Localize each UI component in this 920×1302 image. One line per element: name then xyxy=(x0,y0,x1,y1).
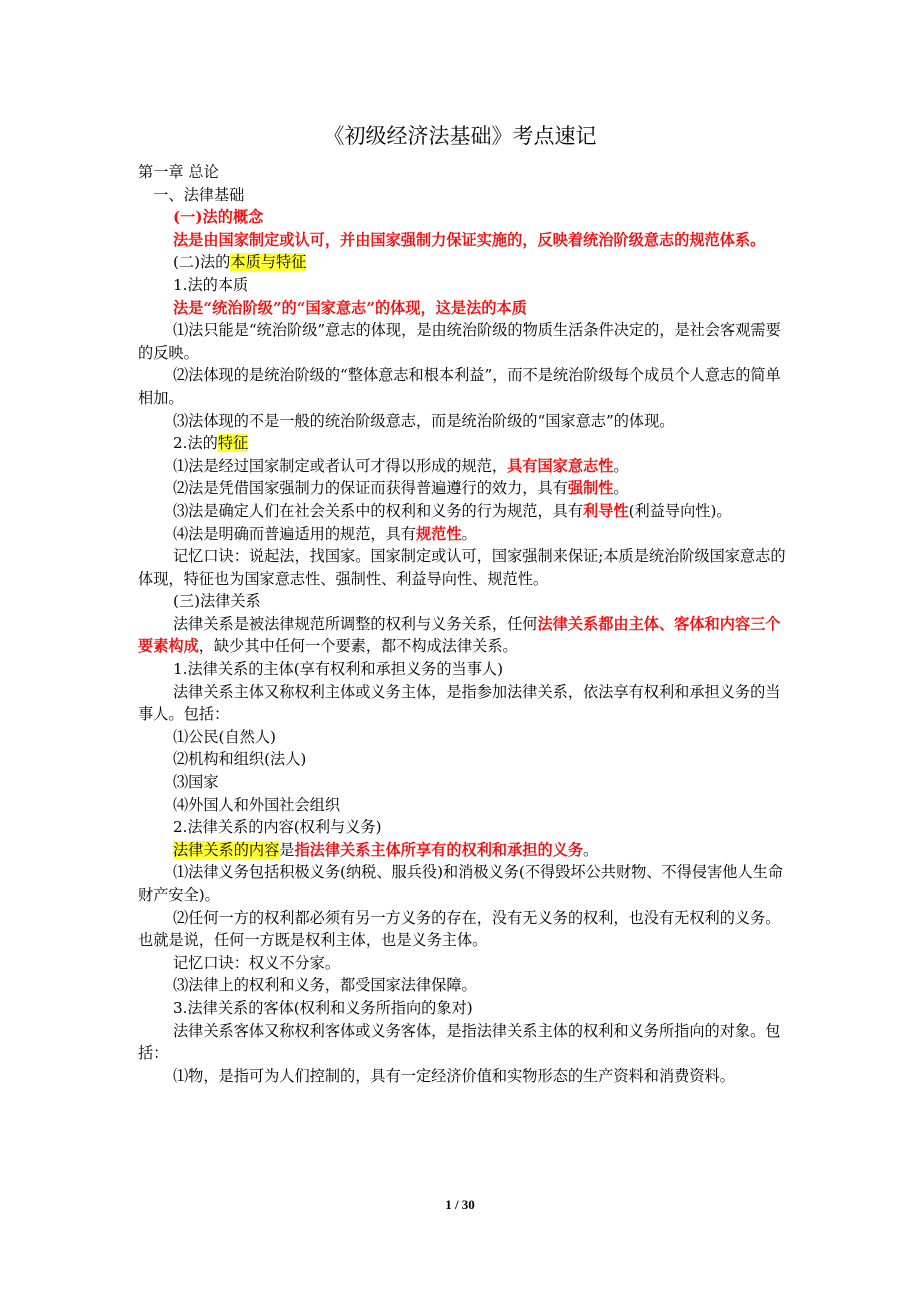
paragraph: 法律关系客体又称权利客体或义务客体，是指法律关系主体的权利和义务所指向的对象。包括： xyxy=(138,1021,781,1063)
text-run: (二)法的 xyxy=(172,253,231,272)
text-run: 法律关系是被法律规范所调整的权利与义务关系，任何 xyxy=(172,614,538,633)
paragraph: 法是“统治阶级”的“国家意志”的体现，这是法的本质 xyxy=(172,298,527,317)
list-item: ⑷外国人和外国社会组织 xyxy=(172,795,341,814)
paragraph xyxy=(138,477,790,500)
paragraph: ⑴法律义务包括积极义务(纳税、服兵役)和消极义务(不得毁坏公共财物、不得侵害他人生命财产安全)。 xyxy=(138,863,784,904)
paragraph: 法是由国家制定或认可，并由国家强制力保证实施的，反映着统治阶级意志的规范体系。 xyxy=(172,230,766,249)
subsection-heading: (一)法的概念 xyxy=(172,208,264,227)
paragraph xyxy=(138,523,790,546)
paragraph: ⑵法体现的是统治阶级的“整体意志和根本利益”，而不是统治阶级每个成员个人意志的简单相加。 xyxy=(138,366,781,407)
text-run: 。 xyxy=(461,524,477,543)
paragraph: ⑵任何一方的权利都必须有另一方义务的存在，没有无义务的权利，也没有无权利的义务。也就是说，任何一方既是权利主体，也是义务主体。 xyxy=(138,908,781,950)
subsection-heading: (三)法律关系 xyxy=(172,592,261,611)
paragraph: 法律关系主体又称权利主体或义务主体，是指参加法律关系，依法享有权利和承担义务的当事人。包括： xyxy=(138,682,781,724)
document-title: 《初级经济法基础》考点速记 xyxy=(323,124,597,148)
highlighted-text: 法律关系的内容 xyxy=(172,840,280,859)
highlighted-text: 特征 xyxy=(217,434,249,453)
text-run: ⑷法是明确而普遍适用的规范，具有 xyxy=(172,524,416,543)
item-heading: 2.法律关系的内容(权利与义务) xyxy=(172,818,382,837)
subsection-heading xyxy=(138,251,790,274)
text-run: 。 xyxy=(583,840,599,859)
page-number: 1 / 30 xyxy=(445,1197,475,1212)
item-heading xyxy=(138,432,790,455)
emphasis-text: 规范性 xyxy=(415,524,462,543)
mnemonic-paragraph: 记忆口诀：说起法，找国家。国家制定或认可，国家强制来保证;本质是统治阶级国家意志的体现，特征也为国家意志性、强制性、利益导向性、规范性。 xyxy=(138,547,786,588)
emphasis-text: 强制性 xyxy=(567,479,614,498)
paragraph: ⑶法律上的权利和义务，都受国家法律保障。 xyxy=(172,976,477,995)
list-item: ⑶国家 xyxy=(172,773,219,792)
document-body xyxy=(138,161,790,1087)
emphasis-text: 法律关系都由主体、客体和内容三个要素构成 xyxy=(138,614,781,656)
text-run: (利益导向性)。 xyxy=(628,501,732,520)
text-run: 2.法的 xyxy=(172,434,218,453)
list-item: ⑴公民(自然人) xyxy=(172,727,276,746)
item-heading: 3.法律关系的客体(权利和义务所指向的象对) xyxy=(172,998,473,1017)
chapter-heading: 第一章 总论 xyxy=(138,163,219,181)
paragraph xyxy=(138,839,790,862)
item-heading: 1.法的本质 xyxy=(172,275,249,294)
list-item: ⑴物，是指可为人们控制的，具有一定经济价值和实物形态的生产资料和消费资料。 xyxy=(172,1066,735,1085)
text-run: 。 xyxy=(613,456,629,475)
list-item: ⑵机构和组织(法人) xyxy=(172,750,307,769)
text-run: ，缺少其中任何一个要素，都不构成法律关系。 xyxy=(198,637,518,656)
paragraph: ⑴法只能是“统治阶级”意志的体现，是由统治阶级的物质生活条件决定的，是社会客观需要的反映。 xyxy=(138,321,781,362)
paragraph xyxy=(138,455,790,478)
text-run: ⑵法是凭借国家强制力的保证而获得普遍遵行的效力，具有 xyxy=(172,479,568,498)
text-run: 是 xyxy=(279,840,295,859)
emphasis-text: 具有国家意志性 xyxy=(507,456,614,475)
paragraph xyxy=(138,613,790,658)
emphasis-text: 利导性 xyxy=(583,501,629,520)
mnemonic-paragraph: 记忆口诀：权义不分家。 xyxy=(172,953,341,972)
section-heading: 一、法律基础 xyxy=(153,185,245,204)
paragraph xyxy=(138,500,790,523)
highlighted-text: 本质与特征 xyxy=(230,253,307,272)
text-run: ⑴法是经过国家制定或者认可才得以形成的规范， xyxy=(172,456,508,475)
emphasis-text: 指法律关系主体所享有的权利和承担的义务 xyxy=(294,840,584,859)
item-heading: 1.法律关系的主体(享有权利和承担义务的当事人) xyxy=(172,660,504,679)
text-run: ⑶法是确定人们在社会关系中的权利和义务的行为规范，具有 xyxy=(172,501,584,520)
paragraph: ⑶法体现的不是一般的统治阶级意志，而是统治阶级的“国家意志”的体现。 xyxy=(172,411,675,430)
text-run: 。 xyxy=(613,479,629,498)
